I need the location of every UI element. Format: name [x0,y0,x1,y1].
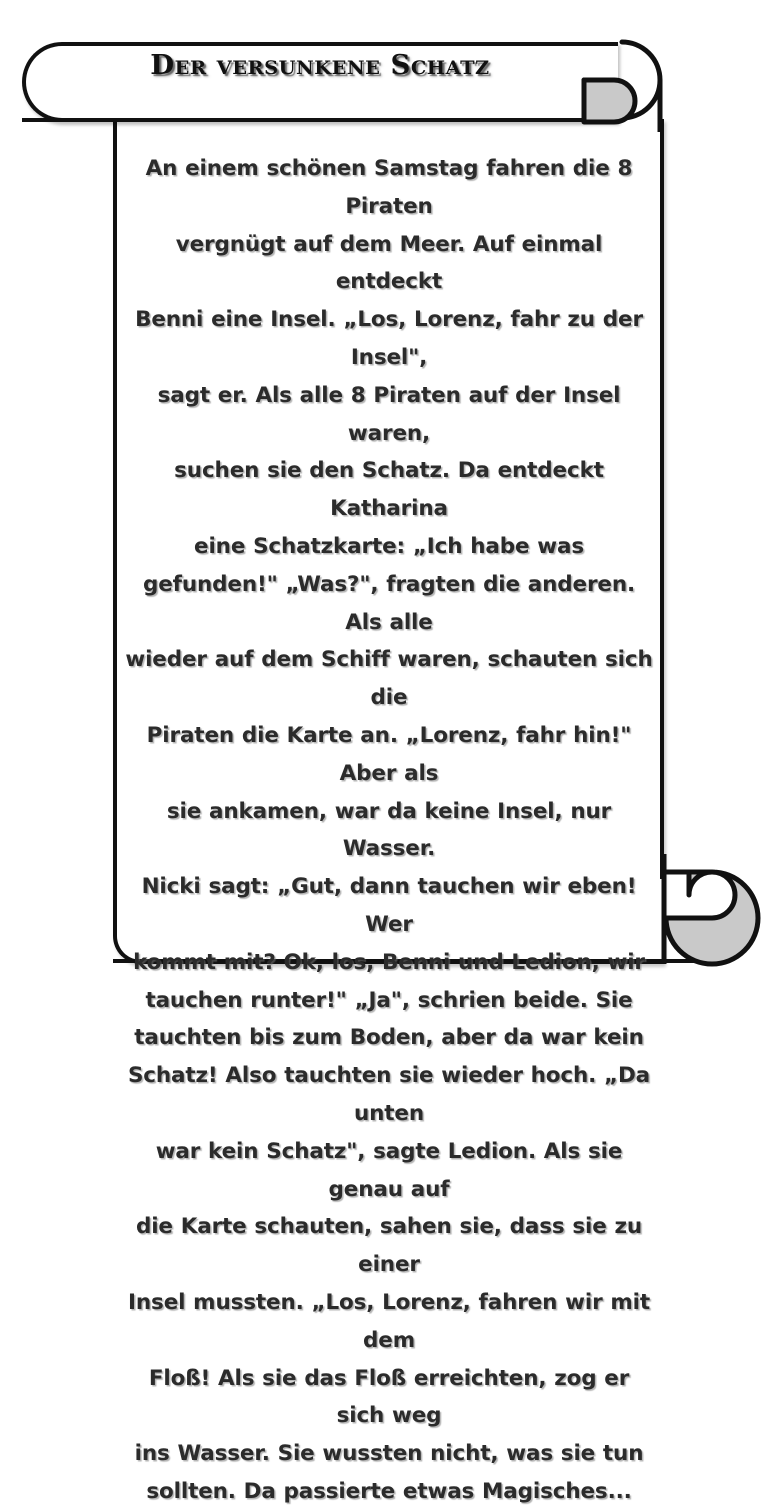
scroll-banner-bottom-edge [22,118,622,122]
scroll-curl-bottom-right-icon [644,854,768,978]
story-line: sagt er. Als alle 8 Piraten auf der Insel waren, [157,382,621,446]
story-line: eine Schatzkarte: „Ich habe was [194,533,584,559]
story-line: Insel mussten. „Los, Lorenz, fahren wir mit dem [128,1289,650,1353]
story-line: war kein Schatz", sagte Ledion. Als sie genau auf [155,1138,623,1202]
page-title: Der versunkene Schatz [150,50,490,81]
story-line: sie ankamen, war da keine Insel, nur Wasser. [166,798,612,862]
story-line: ins Wasser. Sie wussten nicht, was sie tun [134,1441,644,1467]
story-line: Schatz! Also tauchten sie wieder hoch. „Da unten [127,1063,651,1126]
story-line: Piraten die Karte an. „Lorenz, fahr hin!" Aber als [146,722,632,786]
story-line: tauchen runter!" „Ja", schrien beide. Sie [145,987,633,1013]
story-line: An einem schönen Samstag fahren die 8 Piraten [145,156,633,219]
story-line: suchen sie den Schatz. Da entdeckt Katharina [174,458,604,522]
scroll-curl-top-right-icon [574,36,670,132]
story-line: Benni eine Insel. „Los, Lorenz, fahr zu der Insel", [135,307,643,370]
story-line: tauchten bis zum Boden, aber da war kein [134,1025,644,1051]
story-paragraph [122,150,656,1511]
story-line: wieder auf dem Schiff waren, schauten sich die [125,647,653,711]
story-line: kommt mit? Ok, los, Benni und Ledion, wir [133,949,645,975]
story-line: Floß! Als sie das Floß erreichten, zog er sich weg [148,1365,630,1429]
story-line: die Karte schauten, sahen sie, dass sie zu einer [135,1214,643,1278]
story-line: Nicki sagt: „Gut, dann tauchen wir eben! Wer [141,874,637,937]
story-line: vergnügt auf dem Meer. Auf einmal entdeckt [175,231,603,295]
story-line: gefunden!" „Was?", fragten die anderen. Als alle [142,571,636,635]
scroll-body-right-edge [660,119,664,879]
story-line: sollten. Da passierte etwas Magisches... [146,1478,632,1504]
